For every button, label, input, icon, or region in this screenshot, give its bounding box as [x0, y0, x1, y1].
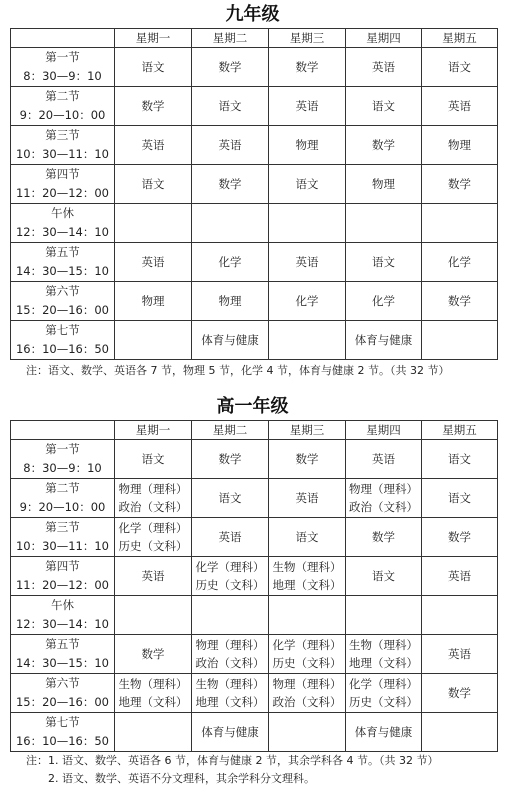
subject-cell [115, 479, 192, 518]
subject-text: 数学 [448, 177, 471, 191]
subject-text: 化学 [372, 294, 395, 308]
subject-text: 数学 [295, 60, 319, 74]
subject-text: 政治（文科） [272, 695, 342, 709]
subject-cell [422, 48, 498, 87]
subject-text: 生物（理科） [195, 677, 265, 691]
subject-cell [269, 713, 346, 752]
grade10-notes [26, 752, 438, 788]
day-header: 星期三 [269, 29, 346, 48]
subject-cell [422, 204, 498, 243]
grade9-title: 九年级 [225, 4, 280, 25]
grade9-section [0, 4, 505, 26]
subject-cell [269, 518, 346, 557]
subject-cell [346, 243, 422, 282]
day-header: 星期五 [422, 29, 498, 48]
table-row [11, 165, 498, 204]
subject-cell [115, 204, 192, 243]
period-time: 8：30—9：10 [23, 461, 102, 475]
subject-text: 历史（文科） [118, 539, 188, 553]
note-line: 2. 语文、数学、英语不分文理科，其余学科分文理科。 [48, 772, 315, 785]
period-cell [11, 440, 115, 479]
subject-text: 语文 [295, 177, 319, 191]
subject-cell [192, 440, 269, 479]
subject-text: 英语 [295, 99, 319, 113]
subject-text: 英语 [295, 491, 319, 505]
subject-cell [192, 713, 269, 752]
subject-cell [269, 321, 346, 360]
table-row [11, 713, 498, 752]
subject-cell [115, 674, 192, 713]
table-row [11, 282, 498, 321]
subject-cell [115, 518, 192, 557]
subject-text: 物理 [141, 294, 165, 308]
subject-cell [346, 321, 422, 360]
period-time: 15：20—16：00 [15, 303, 110, 317]
subject-cell [422, 243, 498, 282]
subject-text: 数学 [448, 294, 471, 308]
subject-cell [269, 596, 346, 635]
grade10-title: 高一年级 [216, 396, 289, 417]
subject-cell [346, 165, 422, 204]
period-time: 10：30—11：10 [15, 539, 110, 553]
period-name: 第四节 [45, 559, 80, 573]
subject-text: 语文 [295, 530, 319, 544]
subject-cell [422, 126, 498, 165]
subject-cell [192, 282, 269, 321]
subject-text: 语文 [448, 60, 471, 74]
subject-cell [346, 674, 422, 713]
period-name: 第三节 [45, 520, 80, 534]
note-line: 注：语文、数学、英语各 7 节，物理 5 节，化学 4 节，体育与健康 2 节。（共 32 节） [26, 364, 450, 377]
subject-text: 数学 [448, 686, 471, 700]
subject-text: 物理 [372, 177, 395, 191]
subject-text: 体育与健康 [354, 725, 413, 739]
subject-text: 语文 [218, 99, 242, 113]
subject-text: 语文 [372, 569, 395, 583]
subject-text: 数学 [218, 60, 242, 74]
period-cell [11, 165, 115, 204]
period-name: 第二节 [45, 89, 80, 103]
period-cell [11, 479, 115, 518]
subject-text: 物理 [448, 138, 471, 152]
subject-text: 物理 [295, 138, 319, 152]
subject-cell [115, 126, 192, 165]
subject-text: 地理（文科） [272, 578, 342, 592]
subject-text: 数学 [448, 530, 471, 544]
grade9-notes [26, 362, 449, 380]
subject-cell [422, 596, 498, 635]
subject-cell [115, 557, 192, 596]
subject-text: 化学 [448, 255, 471, 269]
subject-text: 数学 [372, 530, 395, 544]
subject-text: 英语 [141, 569, 165, 583]
period-cell [11, 282, 115, 321]
subject-cell [422, 518, 498, 557]
table-row [11, 321, 498, 360]
period-time: 10：30—11：10 [15, 147, 110, 161]
subject-cell [192, 596, 269, 635]
subject-cell [115, 282, 192, 321]
period-name: 第一节 [45, 50, 80, 64]
subject-text: 数学 [295, 452, 319, 466]
subject-text: 政治（文科） [118, 500, 188, 514]
subject-text: 体育与健康 [354, 333, 413, 347]
subject-cell [269, 282, 346, 321]
table-row [11, 479, 498, 518]
subject-cell [269, 48, 346, 87]
table-row [11, 596, 498, 635]
subject-cell [115, 321, 192, 360]
period-time: 9：20—10：00 [19, 500, 106, 514]
subject-text: 英语 [448, 647, 471, 661]
subject-text: 历史（文科） [272, 656, 342, 670]
period-cell [11, 518, 115, 557]
day-header: 星期二 [192, 29, 269, 48]
subject-cell [192, 204, 269, 243]
subject-cell [269, 440, 346, 479]
subject-cell [346, 204, 422, 243]
subject-cell [115, 87, 192, 126]
subject-text: 语文 [448, 452, 471, 466]
subject-cell [192, 321, 269, 360]
subject-text: 体育与健康 [201, 333, 259, 347]
subject-cell [346, 440, 422, 479]
header-row [11, 421, 498, 440]
period-time: 16：10—16：50 [15, 734, 110, 748]
period-cell [11, 321, 115, 360]
subject-text: 化学（理科） [349, 677, 418, 691]
day-header: 星期五 [422, 421, 498, 440]
subject-text: 英语 [372, 452, 395, 466]
subject-cell [346, 596, 422, 635]
subject-text: 数学 [141, 99, 165, 113]
subject-cell [269, 635, 346, 674]
subject-cell [115, 596, 192, 635]
subject-cell [422, 165, 498, 204]
subject-cell [346, 282, 422, 321]
subject-text: 化学（理科） [195, 560, 265, 574]
period-cell [11, 713, 115, 752]
subject-text: 语文 [448, 491, 471, 505]
subject-text: 物理 [218, 294, 242, 308]
subject-cell [192, 674, 269, 713]
subject-cell [269, 479, 346, 518]
subject-cell [115, 635, 192, 674]
subject-text: 化学 [218, 255, 242, 269]
subject-cell [192, 479, 269, 518]
period-time: 12：30—14：10 [15, 617, 110, 631]
subject-text: 物理（理科） [272, 677, 342, 691]
subject-text: 语文 [141, 452, 165, 466]
subject-text: 语文 [372, 255, 395, 269]
period-time: 15：20—16：00 [15, 695, 110, 709]
subject-cell [346, 557, 422, 596]
subject-cell [192, 48, 269, 87]
period-name: 第六节 [45, 676, 80, 690]
period-cell [11, 204, 115, 243]
table-row [11, 635, 498, 674]
period-cell [11, 557, 115, 596]
table-row [11, 674, 498, 713]
subject-cell [115, 165, 192, 204]
subject-text: 数学 [372, 138, 395, 152]
table-row [11, 204, 498, 243]
subject-cell [192, 518, 269, 557]
period-time: 11：20—12：00 [15, 186, 110, 200]
subject-cell [422, 635, 498, 674]
period-time: 16：10—16：50 [15, 342, 110, 356]
subject-text: 历史（文科） [349, 695, 418, 709]
note-line: 注：1. 语文、数学、英语各 6 节，体育与健康 2 节，其余学科各 4 节。（共 32 节） [26, 754, 439, 767]
subject-cell [192, 243, 269, 282]
day-header: 星期四 [346, 29, 422, 48]
subject-text: 数学 [218, 177, 242, 191]
subject-cell [269, 204, 346, 243]
subject-cell [192, 165, 269, 204]
period-cell [11, 87, 115, 126]
subject-text: 语文 [218, 491, 242, 505]
subject-text: 地理（文科） [118, 695, 188, 709]
subject-cell [192, 126, 269, 165]
subject-cell [346, 635, 422, 674]
subject-text: 英语 [141, 255, 165, 269]
subject-text: 生物（理科） [118, 677, 188, 691]
period-time: 14：30—15：10 [15, 656, 110, 670]
subject-cell [115, 713, 192, 752]
subject-cell [115, 440, 192, 479]
subject-text: 化学（理科） [118, 521, 188, 535]
subject-text: 语文 [141, 60, 165, 74]
subject-text: 物理（理科） [349, 482, 418, 496]
subject-text: 英语 [141, 138, 165, 152]
period-name: 第五节 [45, 245, 80, 259]
subject-text: 英语 [218, 530, 242, 544]
subject-cell [269, 87, 346, 126]
subject-text: 语文 [372, 99, 395, 113]
table-row [11, 557, 498, 596]
period-name: 第二节 [45, 481, 80, 495]
subject-cell [192, 557, 269, 596]
period-name: 午休 [51, 206, 74, 220]
subject-text: 英语 [218, 138, 242, 152]
subject-cell [192, 635, 269, 674]
subject-cell [422, 87, 498, 126]
subject-cell [269, 126, 346, 165]
table-row [11, 243, 498, 282]
table-row [11, 87, 498, 126]
period-cell [11, 48, 115, 87]
subject-text: 政治（文科） [349, 500, 418, 514]
day-header: 星期二 [192, 421, 269, 440]
subject-cell [422, 713, 498, 752]
period-name: 第七节 [45, 715, 80, 729]
period-name: 第五节 [45, 637, 80, 651]
header-row [11, 29, 498, 48]
subject-cell [346, 126, 422, 165]
subject-cell [269, 243, 346, 282]
grade10-timetable [10, 420, 498, 752]
period-cell [11, 126, 115, 165]
subject-text: 英语 [295, 255, 319, 269]
subject-text: 物理（理科） [118, 482, 188, 496]
subject-cell [422, 321, 498, 360]
period-cell [11, 243, 115, 282]
period-time: 14：30—15：10 [15, 264, 110, 278]
day-header: 星期一 [115, 29, 192, 48]
subject-text: 化学（理科） [272, 638, 342, 652]
period-name: 第七节 [45, 323, 80, 337]
period-cell [11, 596, 115, 635]
table-row [11, 126, 498, 165]
period-time: 12：30—14：10 [15, 225, 110, 239]
table-row [11, 518, 498, 557]
day-header: 星期四 [346, 421, 422, 440]
subject-cell [422, 282, 498, 321]
period-time: 8：30—9：10 [23, 69, 102, 83]
subject-cell [269, 557, 346, 596]
corner-cell [11, 421, 115, 440]
subject-text: 生物（理科） [349, 638, 418, 652]
period-cell [11, 674, 115, 713]
subject-text: 化学 [295, 294, 319, 308]
subject-cell [192, 87, 269, 126]
subject-cell [269, 165, 346, 204]
period-name: 第四节 [45, 167, 80, 181]
subject-text: 英语 [448, 99, 471, 113]
day-header: 星期三 [269, 421, 346, 440]
subject-text: 语文 [141, 177, 165, 191]
subject-text: 英语 [448, 569, 471, 583]
subject-cell [115, 48, 192, 87]
subject-text: 地理（文科） [349, 656, 418, 670]
subject-cell [422, 440, 498, 479]
period-time: 9：20—10：00 [19, 108, 106, 122]
period-name: 第三节 [45, 128, 80, 142]
table-row [11, 48, 498, 87]
subject-text: 地理（文科） [195, 695, 265, 709]
subject-text: 数学 [218, 452, 242, 466]
subject-text: 英语 [372, 60, 395, 74]
subject-cell [346, 713, 422, 752]
period-time: 11：20—12：00 [15, 578, 110, 592]
grade9-timetable [10, 28, 498, 360]
subject-cell [269, 674, 346, 713]
subject-text: 数学 [141, 647, 165, 661]
period-cell [11, 635, 115, 674]
grade10-section [0, 396, 505, 418]
period-name: 午休 [51, 598, 74, 612]
subject-cell [346, 518, 422, 557]
subject-cell [346, 87, 422, 126]
table-row [11, 440, 498, 479]
period-name: 第一节 [45, 442, 80, 456]
day-header: 星期一 [115, 421, 192, 440]
subject-text: 历史（文科） [195, 578, 265, 592]
subject-cell [422, 674, 498, 713]
corner-cell [11, 29, 115, 48]
subject-cell [422, 557, 498, 596]
subject-cell [346, 48, 422, 87]
subject-text: 生物（理科） [272, 560, 342, 574]
subject-cell [115, 243, 192, 282]
subject-text: 体育与健康 [201, 725, 259, 739]
subject-text: 政治（文科） [195, 656, 265, 670]
period-name: 第六节 [45, 284, 80, 298]
subject-cell [346, 479, 422, 518]
subject-text: 物理（理科） [195, 638, 265, 652]
subject-cell [422, 479, 498, 518]
